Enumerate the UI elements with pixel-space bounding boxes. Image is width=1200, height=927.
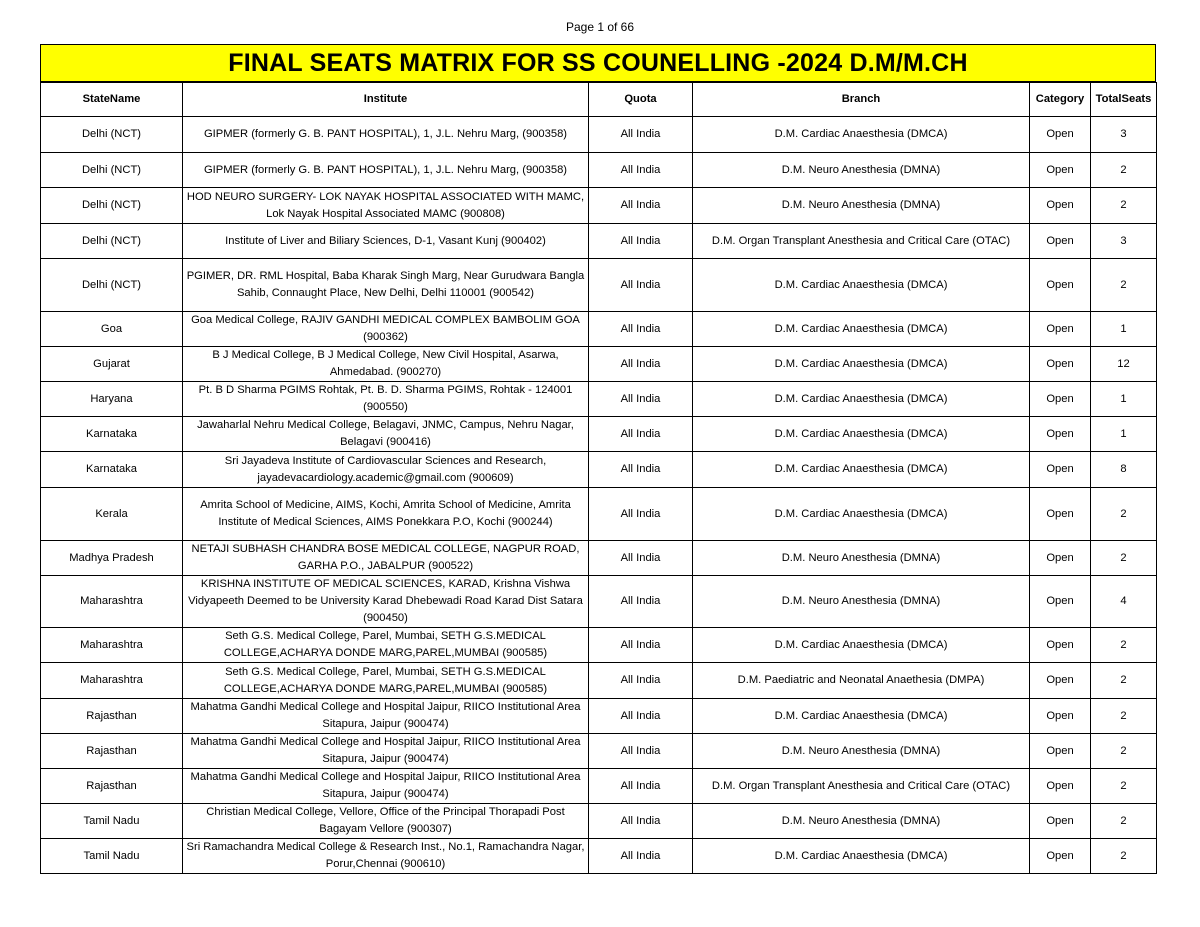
table-row: [41, 188, 1157, 224]
cell-total-seats: 2: [1091, 488, 1157, 541]
cell-quota: All India: [589, 452, 693, 488]
cell-state: Delhi (NCT): [41, 224, 183, 259]
cell-institute: NETAJI SUBHASH CHANDRA BOSE MEDICAL COLLEGE, NAGPUR ROAD, GARHA P.O., JABALPUR (900522): [183, 541, 589, 576]
cell-institute: Mahatma Gandhi Medical College and Hospital Jaipur, RIICO Institutional Area Sitapura, Jaipur (900474): [183, 734, 589, 769]
table-row: [41, 224, 1157, 259]
cell-category: Open: [1030, 839, 1091, 874]
cell-state: Delhi (NCT): [41, 117, 183, 153]
table-row: [41, 382, 1157, 417]
table-header-row: [41, 83, 1157, 117]
cell-quota: All India: [589, 769, 693, 804]
cell-quota: All India: [589, 347, 693, 382]
cell-branch: D.M. Organ Transplant Anesthesia and Critical Care (OTAC): [693, 769, 1030, 804]
cell-state: Gujarat: [41, 347, 183, 382]
cell-branch: D.M. Neuro Anesthesia (DMNA): [693, 804, 1030, 839]
cell-branch: D.M. Cardiac Anaesthesia (DMCA): [693, 417, 1030, 452]
cell-branch: D.M. Cardiac Anaesthesia (DMCA): [693, 117, 1030, 153]
cell-total-seats: 2: [1091, 839, 1157, 874]
table-row: [41, 452, 1157, 488]
cell-category: Open: [1030, 452, 1091, 488]
table-row: [41, 628, 1157, 663]
table-row: [41, 804, 1157, 839]
cell-total-seats: 1: [1091, 312, 1157, 347]
cell-branch: D.M. Organ Transplant Anesthesia and Critical Care (OTAC): [693, 224, 1030, 259]
table-row: [41, 839, 1157, 874]
cell-category: Open: [1030, 259, 1091, 312]
table-row: [41, 153, 1157, 188]
table-row: [41, 117, 1157, 153]
header-branch: Branch: [693, 83, 1030, 117]
cell-institute: Pt. B D Sharma PGIMS Rohtak, Pt. B. D. Sharma PGIMS, Rohtak - 124001 (900550): [183, 382, 589, 417]
cell-branch: D.M. Neuro Anesthesia (DMNA): [693, 153, 1030, 188]
cell-branch: D.M. Cardiac Anaesthesia (DMCA): [693, 488, 1030, 541]
cell-institute: KRISHNA INSTITUTE OF MEDICAL SCIENCES, KARAD, Krishna Vishwa Vidyapeeth Deemed to be University Karad Dhebewadi Road Karad Dist Satara (900450): [183, 576, 589, 628]
cell-quota: All India: [589, 734, 693, 769]
cell-state: Rajasthan: [41, 734, 183, 769]
cell-institute: HOD NEURO SURGERY- LOK NAYAK HOSPITAL ASSOCIATED WITH MAMC, Lok Nayak Hospital Associated MAMC (900808): [183, 188, 589, 224]
table-row: [41, 417, 1157, 452]
cell-quota: All India: [589, 153, 693, 188]
header-institute: Institute: [183, 83, 589, 117]
table-row: [41, 541, 1157, 576]
cell-state: Goa: [41, 312, 183, 347]
cell-quota: All India: [589, 699, 693, 734]
cell-quota: All India: [589, 259, 693, 312]
cell-total-seats: 2: [1091, 628, 1157, 663]
cell-state: Maharashtra: [41, 576, 183, 628]
cell-state: Tamil Nadu: [41, 839, 183, 874]
cell-institute: Mahatma Gandhi Medical College and Hospital Jaipur, RIICO Institutional Area Sitapura, Jaipur (900474): [183, 699, 589, 734]
cell-state: Madhya Pradesh: [41, 541, 183, 576]
cell-branch: D.M. Cardiac Anaesthesia (DMCA): [693, 347, 1030, 382]
cell-total-seats: 2: [1091, 188, 1157, 224]
cell-state: Maharashtra: [41, 628, 183, 663]
cell-category: Open: [1030, 188, 1091, 224]
cell-total-seats: 2: [1091, 699, 1157, 734]
cell-total-seats: 4: [1091, 576, 1157, 628]
cell-state: Rajasthan: [41, 769, 183, 804]
table-row: [41, 663, 1157, 699]
cell-state: Kerala: [41, 488, 183, 541]
cell-category: Open: [1030, 347, 1091, 382]
cell-category: Open: [1030, 417, 1091, 452]
cell-quota: All India: [589, 117, 693, 153]
cell-institute: Jawaharlal Nehru Medical College, Belagavi, JNMC, Campus, Nehru Nagar, Belagavi (900416): [183, 417, 589, 452]
cell-branch: D.M. Cardiac Anaesthesia (DMCA): [693, 839, 1030, 874]
cell-institute: Seth G.S. Medical College, Parel, Mumbai, SETH G.S.MEDICAL COLLEGE,ACHARYA DONDE MARG,PAREL,MUMBAI (900585): [183, 628, 589, 663]
cell-total-seats: 8: [1091, 452, 1157, 488]
cell-category: Open: [1030, 769, 1091, 804]
cell-quota: All India: [589, 188, 693, 224]
cell-state: Maharashtra: [41, 663, 183, 699]
table-row: [41, 734, 1157, 769]
cell-institute: Institute of Liver and Biliary Sciences, D-1, Vasant Kunj (900402): [183, 224, 589, 259]
cell-institute: Sri Jayadeva Institute of Cardiovascular Sciences and Research, jayadevacardiology.academic@gmail.com (900609): [183, 452, 589, 488]
cell-category: Open: [1030, 628, 1091, 663]
cell-quota: All India: [589, 417, 693, 452]
cell-branch: D.M. Neuro Anesthesia (DMNA): [693, 541, 1030, 576]
cell-category: Open: [1030, 488, 1091, 541]
cell-quota: All India: [589, 839, 693, 874]
cell-institute: GIPMER (formerly G. B. PANT HOSPITAL), 1, J.L. Nehru Marg, (900358): [183, 117, 589, 153]
cell-institute: Sri Ramachandra Medical College & Research Inst., No.1, Ramachandra Nagar, Porur,Chennai (900610): [183, 839, 589, 874]
cell-total-seats: 2: [1091, 541, 1157, 576]
cell-total-seats: 2: [1091, 153, 1157, 188]
cell-quota: All India: [589, 541, 693, 576]
cell-branch: D.M. Neuro Anesthesia (DMNA): [693, 734, 1030, 769]
cell-quota: All India: [589, 488, 693, 541]
cell-quota: All India: [589, 382, 693, 417]
cell-state: Delhi (NCT): [41, 259, 183, 312]
cell-category: Open: [1030, 734, 1091, 769]
table-row: [41, 699, 1157, 734]
table-row: [41, 769, 1157, 804]
header-category: Category: [1030, 83, 1091, 117]
cell-branch: D.M. Cardiac Anaesthesia (DMCA): [693, 699, 1030, 734]
cell-quota: All India: [589, 663, 693, 699]
cell-state: Karnataka: [41, 417, 183, 452]
cell-quota: All India: [589, 312, 693, 347]
cell-institute: Christian Medical College, Vellore, Office of the Principal Thorapadi Post Bagayam Vellore (900307): [183, 804, 589, 839]
cell-category: Open: [1030, 153, 1091, 188]
cell-category: Open: [1030, 224, 1091, 259]
cell-total-seats: 3: [1091, 224, 1157, 259]
cell-category: Open: [1030, 663, 1091, 699]
cell-total-seats: 2: [1091, 769, 1157, 804]
cell-total-seats: 12: [1091, 347, 1157, 382]
cell-branch: D.M. Neuro Anesthesia (DMNA): [693, 576, 1030, 628]
table-row: [41, 347, 1157, 382]
cell-total-seats: 2: [1091, 663, 1157, 699]
cell-state: Karnataka: [41, 452, 183, 488]
cell-branch: D.M. Cardiac Anaesthesia (DMCA): [693, 452, 1030, 488]
cell-institute: Goa Medical College, RAJIV GANDHI MEDICAL COMPLEX BAMBOLIM GOA (900362): [183, 312, 589, 347]
cell-institute: Mahatma Gandhi Medical College and Hospital Jaipur, RIICO Institutional Area Sitapura, Jaipur (900474): [183, 769, 589, 804]
cell-total-seats: 2: [1091, 804, 1157, 839]
table-row: [41, 259, 1157, 312]
cell-total-seats: 1: [1091, 417, 1157, 452]
cell-branch: D.M. Cardiac Anaesthesia (DMCA): [693, 628, 1030, 663]
cell-quota: All India: [589, 576, 693, 628]
cell-total-seats: 3: [1091, 117, 1157, 153]
cell-state: Rajasthan: [41, 699, 183, 734]
cell-quota: All India: [589, 628, 693, 663]
cell-category: Open: [1030, 117, 1091, 153]
cell-state: Delhi (NCT): [41, 153, 183, 188]
cell-institute: PGIMER, DR. RML Hospital, Baba Kharak Singh Marg, Near Gurudwara Bangla Sahib, Connaught Place, New Delhi, Delhi 110001 (900542): [183, 259, 589, 312]
cell-branch: D.M. Neuro Anesthesia (DMNA): [693, 188, 1030, 224]
cell-state: Delhi (NCT): [41, 188, 183, 224]
cell-state: Haryana: [41, 382, 183, 417]
cell-quota: All India: [589, 224, 693, 259]
page-number: Page 1 of 66: [565, 20, 635, 34]
cell-category: Open: [1030, 699, 1091, 734]
cell-branch: D.M. Cardiac Anaesthesia (DMCA): [693, 382, 1030, 417]
cell-total-seats: 2: [1091, 259, 1157, 312]
cell-category: Open: [1030, 382, 1091, 417]
cell-institute: B J Medical College, B J Medical College, New Civil Hospital, Asarwa, Ahmedabad. (900270): [183, 347, 589, 382]
cell-total-seats: 1: [1091, 382, 1157, 417]
cell-category: Open: [1030, 541, 1091, 576]
header-state: StateName: [41, 83, 183, 117]
cell-category: Open: [1030, 576, 1091, 628]
table-row: [41, 312, 1157, 347]
cell-total-seats: 2: [1091, 734, 1157, 769]
cell-state: Tamil Nadu: [41, 804, 183, 839]
header-total-seats: TotalSeats: [1091, 83, 1157, 117]
table-row: [41, 576, 1157, 628]
table-row: [41, 488, 1157, 541]
seats-matrix-table: [40, 82, 1157, 874]
cell-branch: D.M. Cardiac Anaesthesia (DMCA): [693, 259, 1030, 312]
header-quota: Quota: [589, 83, 693, 117]
cell-branch: D.M. Paediatric and Neonatal Anaethesia (DMPA): [693, 663, 1030, 699]
cell-institute: GIPMER (formerly G. B. PANT HOSPITAL), 1, J.L. Nehru Marg, (900358): [183, 153, 589, 188]
cell-institute: Seth G.S. Medical College, Parel, Mumbai, SETH G.S.MEDICAL COLLEGE,ACHARYA DONDE MARG,PAREL,MUMBAI (900585): [183, 663, 589, 699]
document-title: FINAL SEATS MATRIX FOR SS COUNELLING -2024 D.M/M.CH: [40, 44, 1156, 82]
cell-category: Open: [1030, 804, 1091, 839]
cell-category: Open: [1030, 312, 1091, 347]
cell-institute: Amrita School of Medicine, AIMS, Kochi, Amrita School of Medicine, Amrita Institute of Medical Sciences, AIMS Ponekkara P.O, Kochi (900244): [183, 488, 589, 541]
cell-branch: D.M. Cardiac Anaesthesia (DMCA): [693, 312, 1030, 347]
cell-quota: All India: [589, 804, 693, 839]
